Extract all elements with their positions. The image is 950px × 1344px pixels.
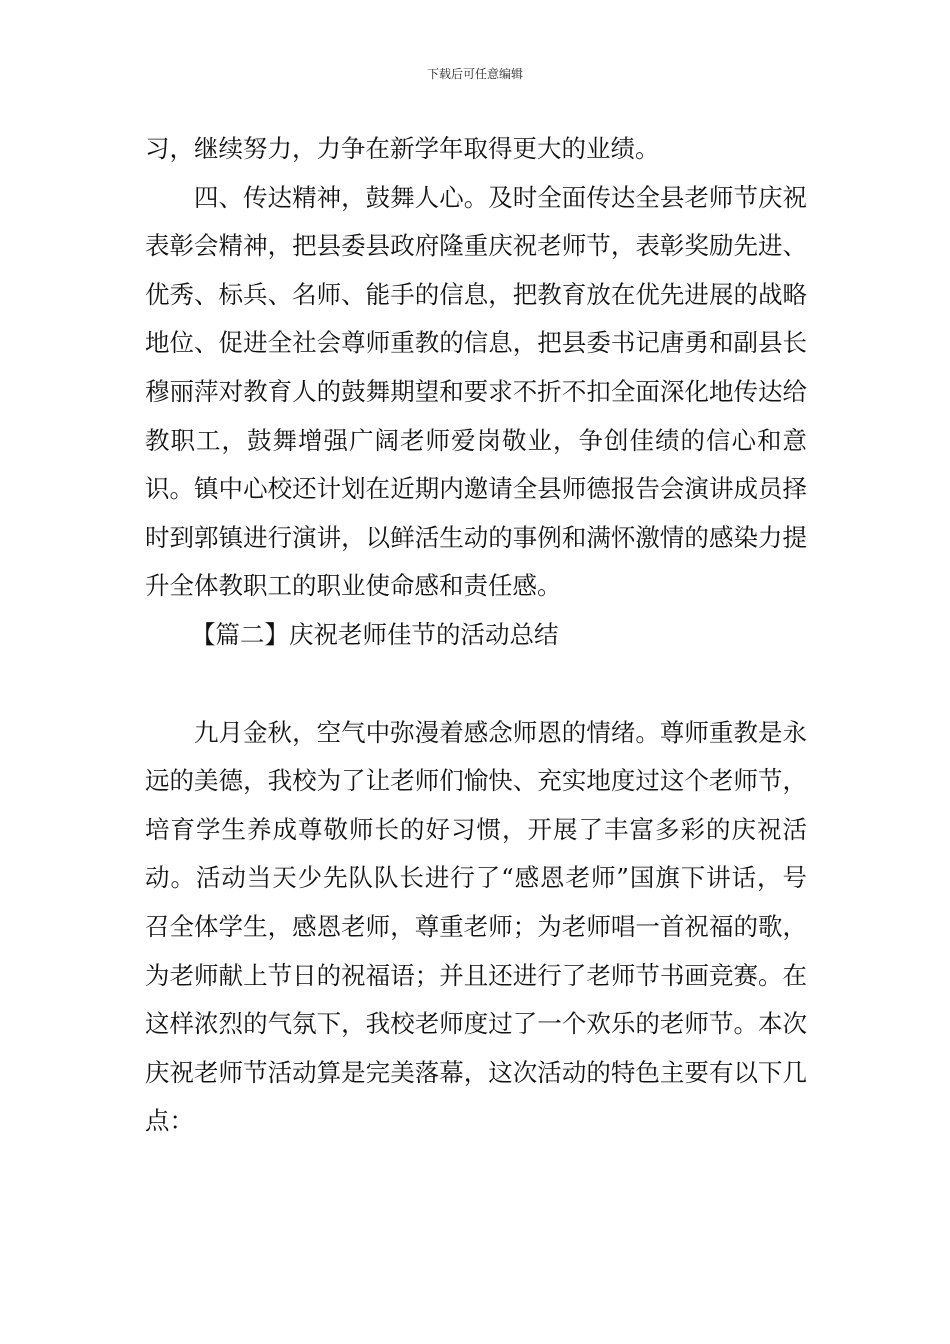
blank-line: [145, 660, 807, 709]
page-header-note: 下载后可任意编辑: [426, 67, 523, 81]
document-body: [145, 125, 807, 1146]
paragraph-continuation: 习，继续努力，力争在新学年取得更大的业绩。: [145, 134, 660, 163]
paragraph-intro: 九月金秋，空气中弥漫着感念师恩的情绪。尊师重教是永远的美德，我校为了让老师们愉快、充实地度过这个老师节，培育学生养成尊敬师长的好习惯，开展了丰富多彩的庆祝活动。活动当天少先队队长进行了“感恩老师”国旗下讲话，号召全体学生，感恩老师，尊重老师；为老师唱一首祝福的歌，为老师献上节日的祝福语；并且还进行了老师节书画竞赛。在这样浓烈的气氛下，我校老师度过了一个欢乐的老师节。本次庆祝老师节活动算是完美落幕，这次活动的特色主要有以下几点：: [145, 717, 807, 1136]
section-heading: 【篇二】庆祝老师佳节的活动总结: [191, 619, 559, 649]
paragraph-section-four: 四、传达精神，鼓舞人心。及时全面传达全县老师节庆祝表彰会精神，把县委县政府隆重庆祝老师节，表彰奖励先进、优秀、标兵、名师、能手的信息，把教育放在优先进展的战略地位、促进全社会尊师重教的信息，把县委书记唐勇和副县长穆丽萍对教育人的鼓舞期望和要求不折不扣全面深化地传达给教职工，鼓舞增强广阔老师爱岗敬业，争创佳绩的信心和意识。镇中心校还计划在近期内邀请全县师德报告会演讲成员择时到郭镇进行演讲，以鲜活生动的事例和满怀激情的感染力提升全体教职工的职业使命感和责任感。: [145, 182, 807, 601]
